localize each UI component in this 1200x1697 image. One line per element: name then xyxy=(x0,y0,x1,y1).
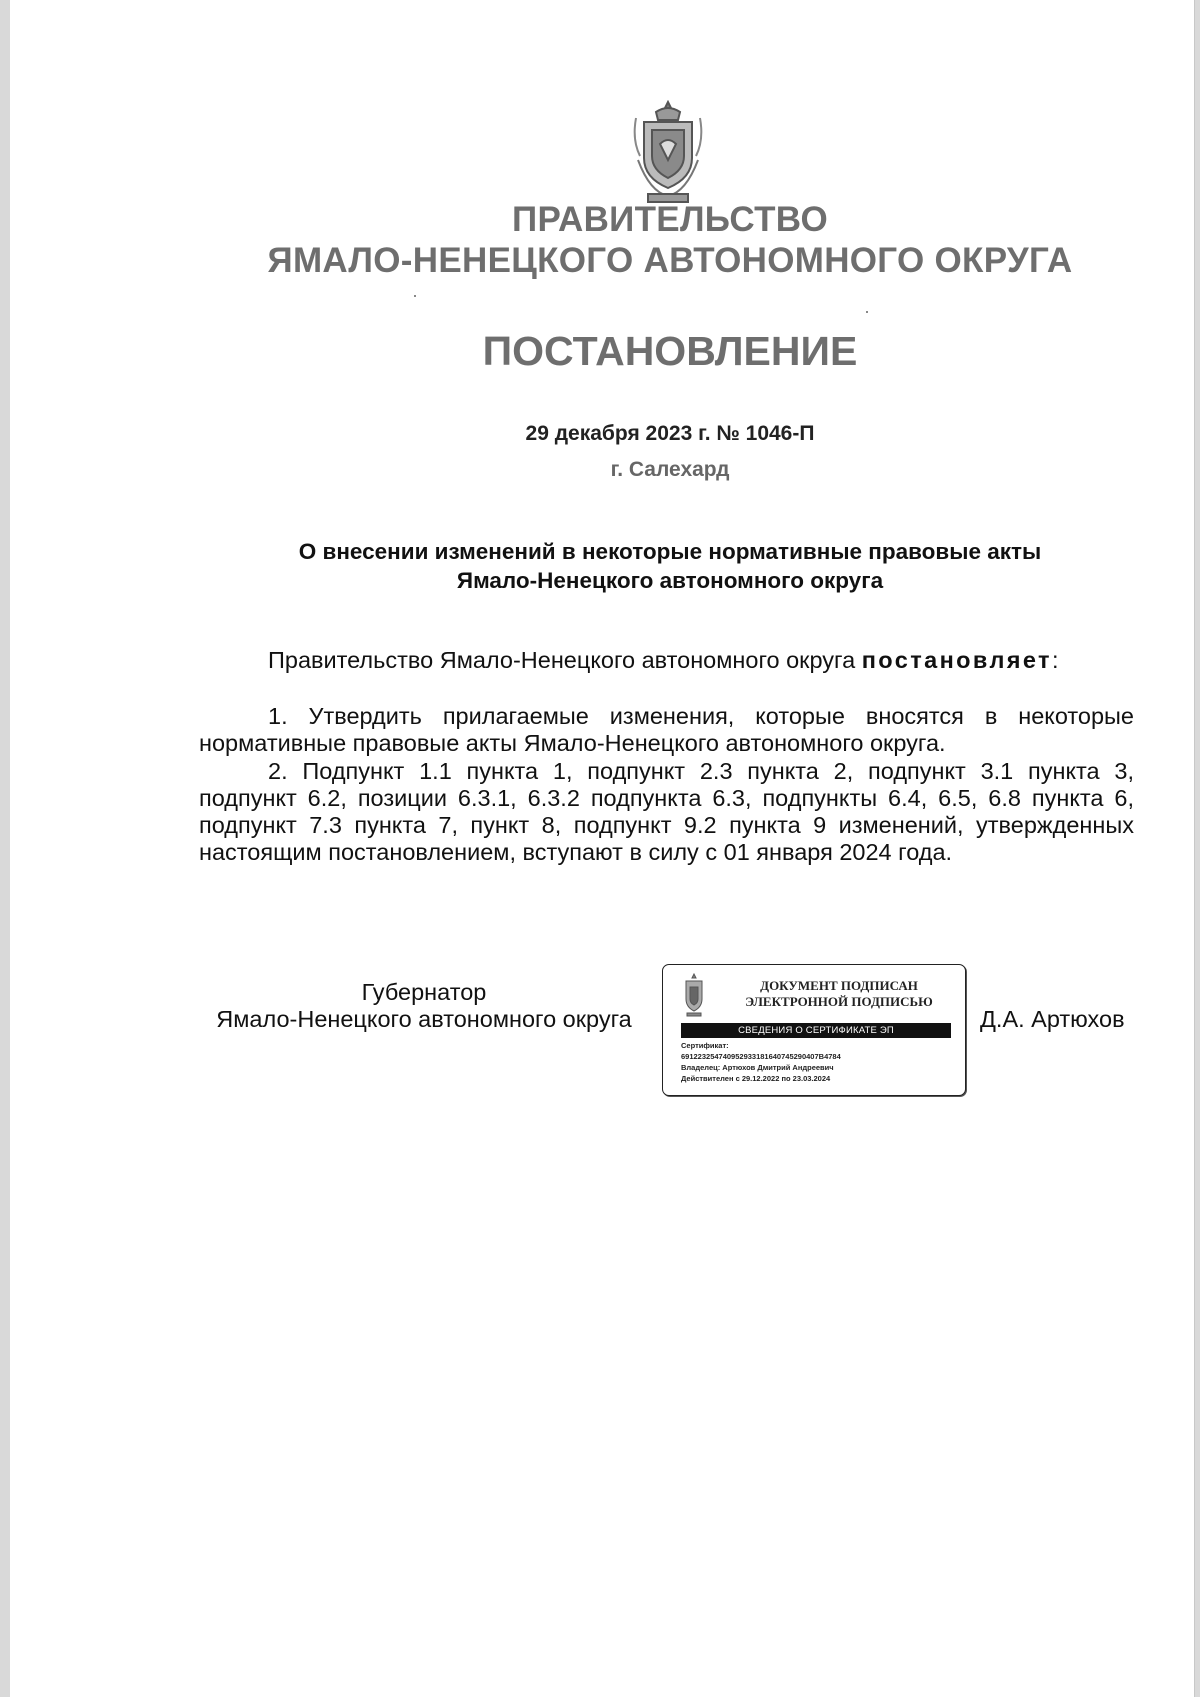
org-name-line2: ЯМАЛО-НЕНЕЦКОГО АВТОНОМНОГО ОКРУГА xyxy=(267,241,1073,280)
signatory-name: Д.А. Артюхов xyxy=(980,1006,1125,1032)
list-item: 1. Утвердить прилагаемые изменения, которые вносятся в некоторые нормативные правовые акты Ямало-Ненецкого автономного округа. xyxy=(199,703,1134,757)
list-item: 2. Подпункт 1.1 пункта 1, подпункт 2.3 пункта 2, подпункт 3.1 пункта 3, подпункт 6.2, позиции 6.3.1, 6.3.2 подпункта 6.3, подпункты 6.4, 6.5, 6.8 пункта 6, подпункт 7.3 пункта 7, пункт 8, подпункт 9.2 пункта 9 изменений, утвержденных настоящим постановлением, вступают в силу с 01 января 2024 года. xyxy=(199,757,1134,866)
document-body xyxy=(199,703,1134,867)
stamp-validity: Действителен с 29.12.2022 по 23.03.2024 xyxy=(681,1074,831,1083)
scan-speck xyxy=(866,311,868,313)
stamp-heading xyxy=(719,978,959,1010)
stamp-certificate-details xyxy=(681,1040,956,1084)
preamble-text: Правительство Ямало-Ненецкого автономного округа xyxy=(268,647,862,673)
stamp-certificate-bar: СВЕДЕНИЯ О СЕРТИФИКАТЕ ЭП xyxy=(681,1023,951,1038)
document-date-number: 29 декабря 2023 г. № 1046-П xyxy=(525,422,815,445)
document-title xyxy=(190,537,1150,595)
stamp-cert-label: Сертификат: xyxy=(681,1041,729,1050)
stamp-cert-value: 691223254740952933181640745290407B4784 xyxy=(681,1052,841,1061)
signatory-title-line2: Ямало-Ненецкого автономного округа xyxy=(216,1006,632,1033)
stamp-heading-line2: ЭЛЕКТРОННОЙ ПОДПИСЬЮ xyxy=(745,994,933,1009)
stamp-owner: Владелец: Артюхов Дмитрий Андреевич xyxy=(681,1063,834,1072)
preamble-emphasis: постановляет xyxy=(861,647,1052,673)
org-name-line1: ПРАВИТЕЛЬСТВО xyxy=(511,200,828,239)
stamp-heading-line1: ДОКУМЕНТ ПОДПИСАН xyxy=(760,978,918,993)
coat-of-arms-icon xyxy=(681,973,707,1017)
electronic-signature-stamp xyxy=(662,964,966,1096)
coat-of-arms-icon xyxy=(630,100,706,204)
scan-speck xyxy=(414,295,416,297)
document-page xyxy=(10,0,1195,1697)
preamble xyxy=(268,647,1059,674)
signatory-title-line1: Губернатор xyxy=(361,979,487,1005)
document-title-line1: О внесении изменений в некоторые нормативные правовые акты xyxy=(298,539,1042,564)
signatory-position xyxy=(199,979,649,1034)
document-type: ПОСТАНОВЛЕНИЕ xyxy=(482,328,858,374)
document-title-line2: Ямало-Ненецкого автономного округа xyxy=(456,568,884,593)
preamble-suffix: : xyxy=(1051,647,1059,673)
document-city: г. Салехард xyxy=(610,458,730,481)
